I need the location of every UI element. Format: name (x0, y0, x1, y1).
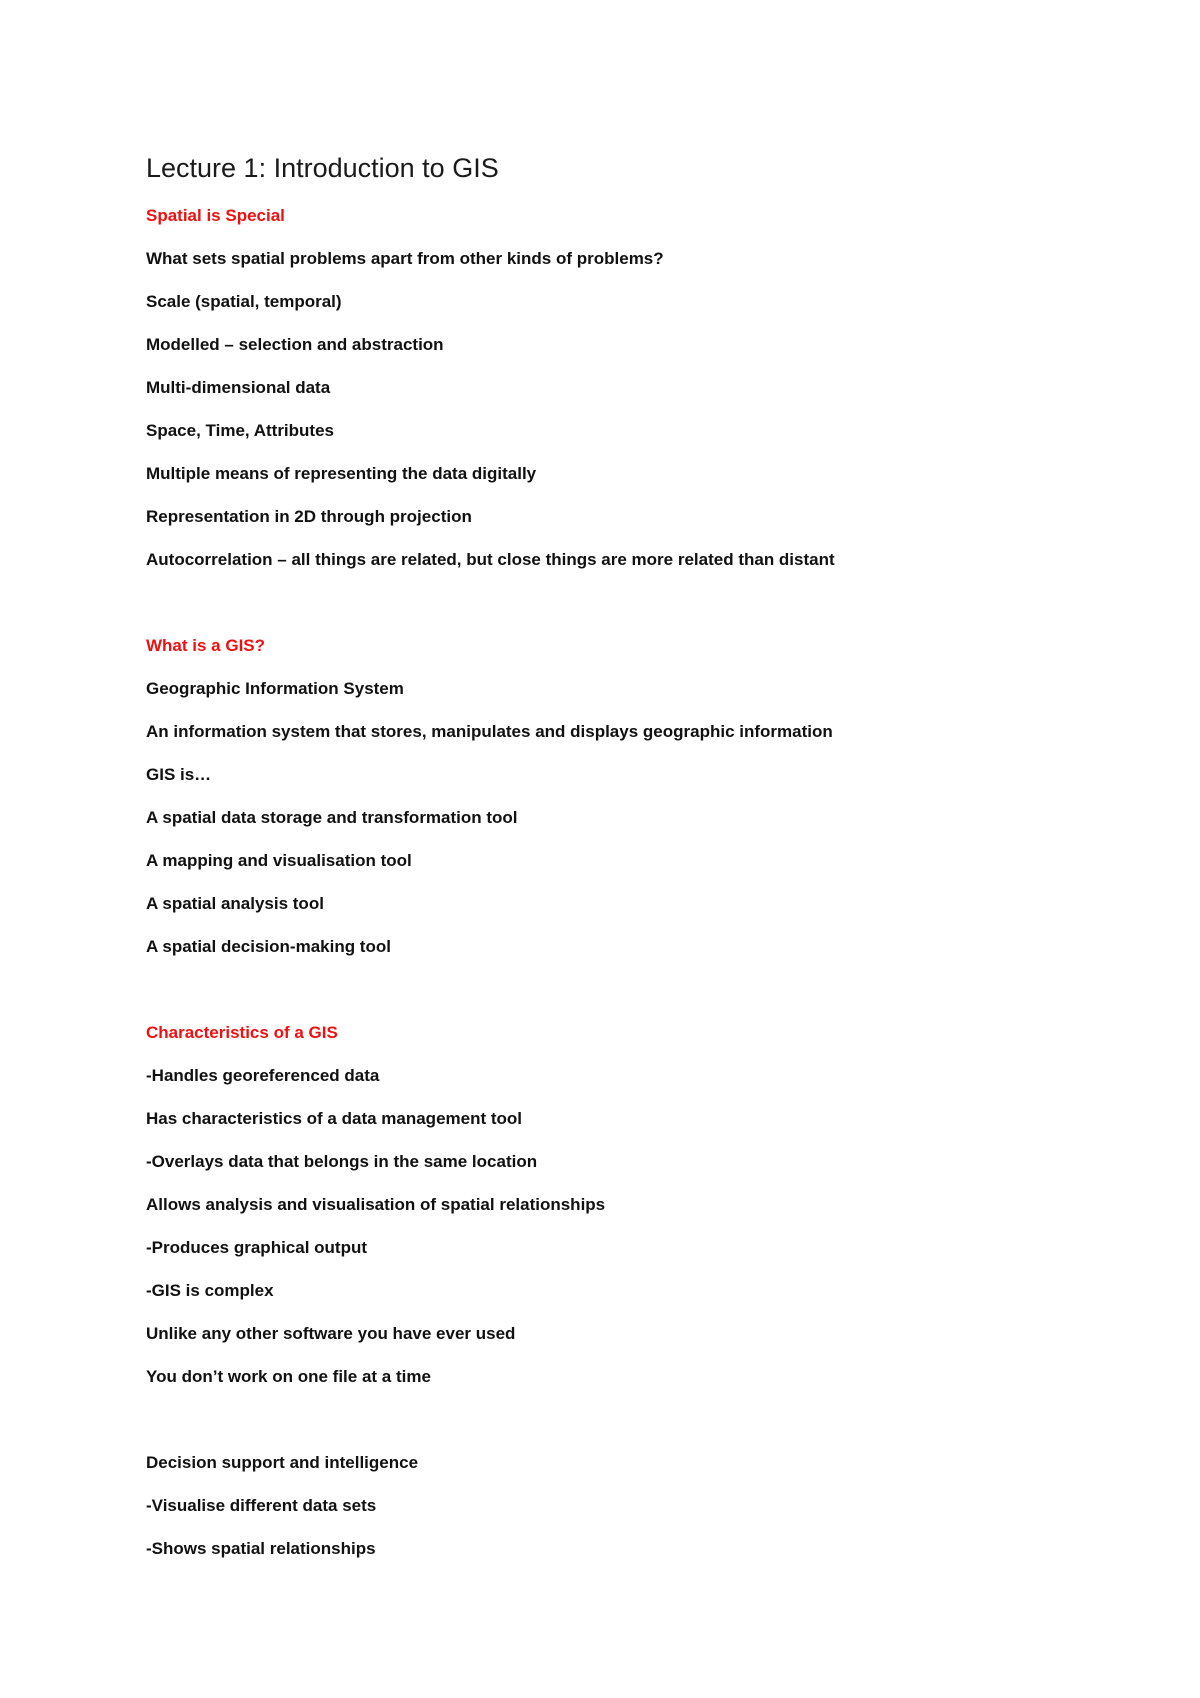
text-line: Scale (spatial, temporal) (146, 292, 342, 311)
text-line: Unlike any other software you have ever used (146, 1324, 516, 1343)
text-line: Decision support and intelligence (146, 1453, 419, 1472)
text-line: Multi-dimensional data (146, 378, 331, 397)
section-characteristics-of-a-gis (146, 1011, 1106, 1398)
text-line: GIS is… (146, 765, 212, 784)
text-line: -Visualise different data sets (146, 1496, 377, 1515)
text-line: -Overlays data that belongs in the same location (146, 1152, 538, 1171)
blank-line (146, 581, 1106, 624)
blank-line (146, 1398, 1106, 1441)
text-line: Has characteristics of a data management tool (146, 1109, 523, 1128)
section-heading: Characteristics of a GIS (146, 1023, 338, 1042)
text-line: -GIS is complex (146, 1281, 274, 1300)
text-line: Modelled – selection and abstraction (146, 335, 444, 354)
text-line: What sets spatial problems apart from other kinds of problems? (146, 249, 664, 268)
text-line: -Handles georeferenced data (146, 1066, 380, 1085)
text-line: You don’t work on one file at a time (146, 1367, 431, 1386)
text-line: Representation in 2D through projection (146, 507, 472, 526)
section-spatial-is-special (146, 194, 1106, 581)
section-what-is-a-gis (146, 624, 1106, 968)
section-decision-support (146, 1441, 1106, 1570)
text-line: A spatial analysis tool (146, 894, 324, 913)
text-line: A mapping and visualisation tool (146, 851, 412, 870)
blank-line (146, 968, 1106, 1011)
text-line: Autocorrelation – all things are related, but close things are more related than distant (146, 550, 835, 569)
document-body (146, 146, 1106, 1570)
section-heading: What is a GIS? (146, 636, 266, 655)
text-line: Geographic Information System (146, 679, 404, 698)
text-line: An information system that stores, manipulates and displays geographic information (146, 722, 833, 741)
text-line: Space, Time, Attributes (146, 421, 334, 440)
text-line: Multiple means of representing the data digitally (146, 464, 537, 483)
text-line: -Shows spatial relationships (146, 1539, 376, 1558)
text-line: Allows analysis and visualisation of spatial relationships (146, 1195, 606, 1214)
page-title: Lecture 1: Introduction to GIS (146, 153, 499, 183)
text-line: A spatial decision-making tool (146, 937, 391, 956)
section-heading: Spatial is Special (146, 206, 285, 225)
text-line: A spatial data storage and transformation tool (146, 808, 518, 827)
text-line: -Produces graphical output (146, 1238, 368, 1257)
